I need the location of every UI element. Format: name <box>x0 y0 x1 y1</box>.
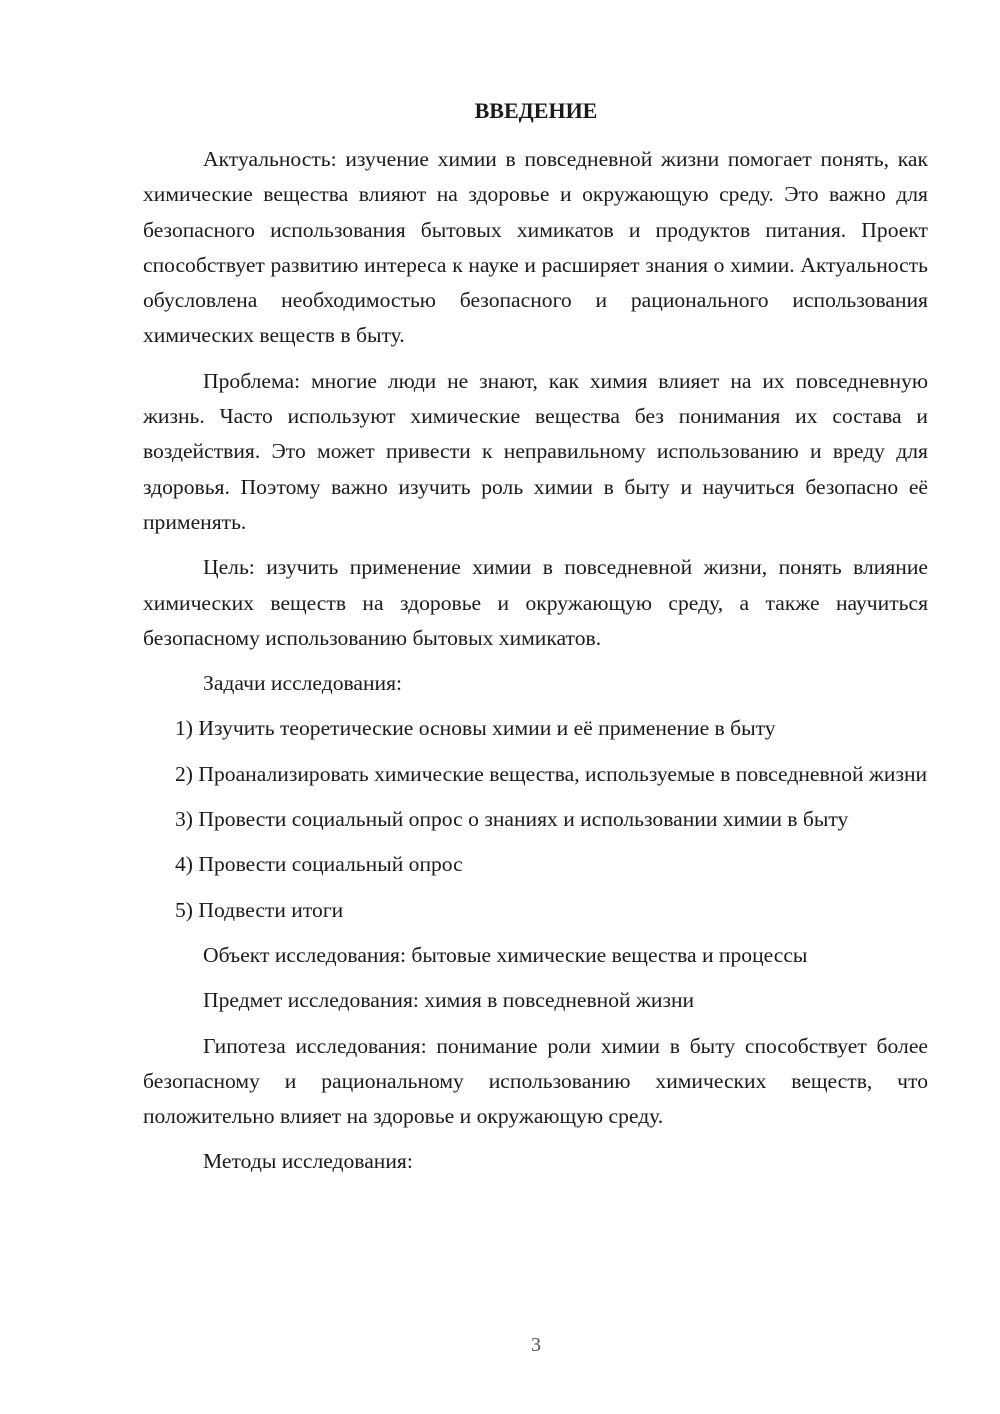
methods-heading: Методы исследования: <box>203 1149 413 1174</box>
task-item-4: 4) Провести социальный опрос <box>175 852 463 877</box>
subject-paragraph: Предмет исследования: химия в повседневной жизни <box>203 988 695 1013</box>
problem-paragraph: Проблема: многие люди не знают, как химия влияет на их повседневную жизнь. Часто используют химические вещества без понимания их состава и воздействия. Это может привести к неправильному использованию и вреду для здоровья. Поэтому важно изучить роль химии в быту и научиться безопасно её применять. <box>143 368 928 534</box>
task-item-5: 5) Подвести итоги <box>175 897 344 922</box>
relevance-paragraph: Актуальность: изучение химии в повседневной жизни помогает понять, как химические вещества влияют на здоровье и окружающую среду. Это важно для безопасного использования бытовых химикатов и продуктов питания. Проект способствует развитию интереса к науке и расширяет знания о химии. Актуальность обусловлена необходимостью безопасного и рационального использования химических веществ в быту. <box>143 147 928 348</box>
hypothesis-paragraph: Гипотеза исследования: понимание роли химии в быту способствует более безопасному и рациональному использованию химических веществ, что положительно влияет на здоровье и окружающую среду. <box>143 1033 928 1129</box>
task-item-3: 3) Провести социальный опрос о знаниях и использовании химии в быту <box>175 807 849 832</box>
object-paragraph: Объект исследования: бытовые химические вещества и процессы <box>203 942 808 967</box>
task-item-2: 2) Проанализировать химические вещества, используемые в повседневной жизни <box>175 761 928 786</box>
task-item-1: 1) Изучить теоретические основы химии и её применение в быту <box>175 716 776 741</box>
tasks-heading: Задачи исследования: <box>203 671 403 696</box>
page-title: ВВЕДЕНИЕ <box>474 98 598 123</box>
goal-paragraph: Цель: изучить применение химии в повседневной жизни, понять влияние химических веществ на здоровье и окружающую среду, а также научиться безопасному использованию бытовых химикатов. <box>143 555 928 650</box>
tasks-list <box>143 711 928 927</box>
page-number: 3 <box>531 1334 541 1356</box>
document-body <box>143 142 928 1190</box>
